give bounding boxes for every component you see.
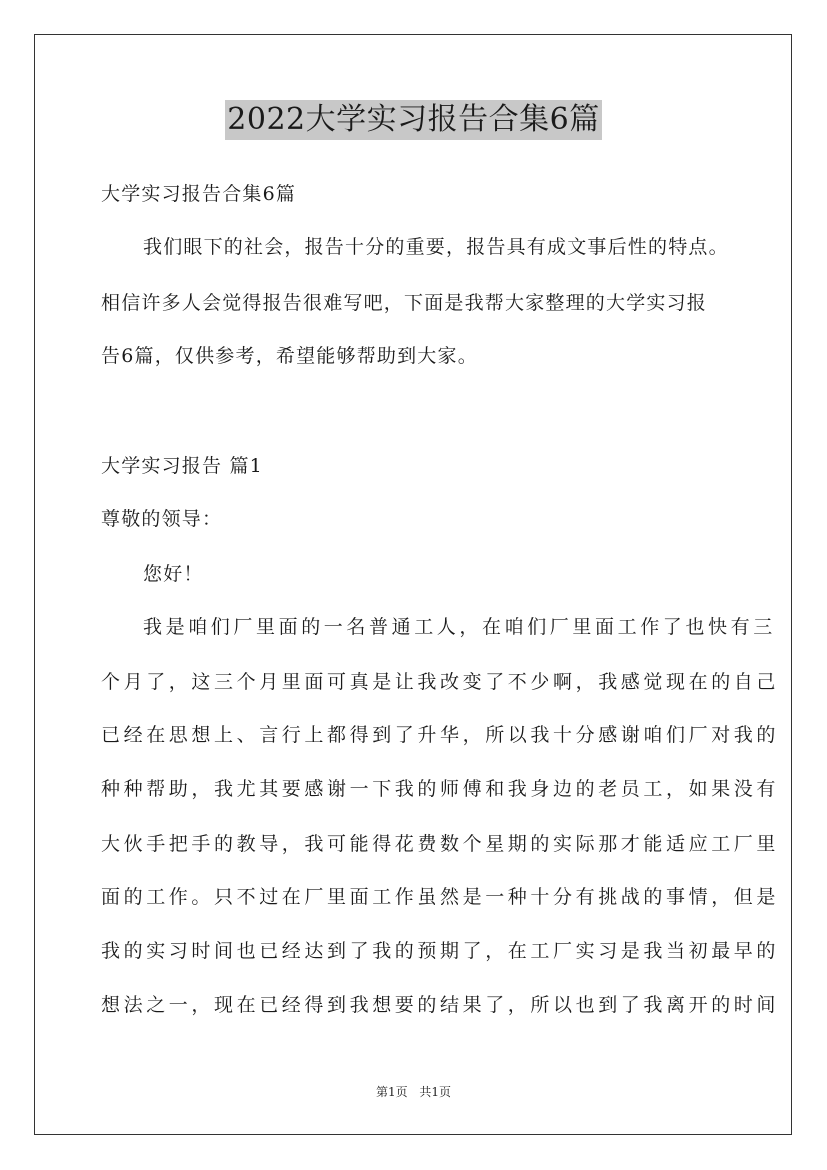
body-line-6: 面的工作。只不过在厂里面工作虽然是一种十分有挑战的事情，但是 <box>101 886 780 908</box>
page-number-current: 第1页 <box>375 1085 408 1099</box>
page-footer <box>0 1084 827 1100</box>
body-line-5: 大伙手把手的教导，我可能得花费数个星期的实际那才能适应工厂里 <box>101 833 780 855</box>
body-line-4: 种种帮助，我尤其要感谢一下我的师傅和我身边的老员工，如果没有 <box>101 778 780 800</box>
body-line-8: 想法之一，现在已经得到我想要的结果了，所以也到了我离开的时间 <box>101 994 780 1016</box>
greeting: 您好！ <box>143 563 204 585</box>
body-line-2: 个月了，这三个月里面可真是让我改变了不少啊，我感觉现在的自己 <box>101 671 780 693</box>
body-line-1: 我是咱们厂里面的一名普通工人，在咱们厂里面工作了也快有三 <box>143 616 776 638</box>
intro-line-1: 我们眼下的社会，报告十分的重要，报告具有成文事后性的特点。 <box>143 236 729 258</box>
body-line-7: 我的实习时间也已经达到了我的预期了，在工厂实习是我当初最早的 <box>101 940 780 962</box>
title-container <box>0 100 827 140</box>
intro-line-2: 相信许多人会觉得报告很难写吧，下面是我帮大家整理的大学实习报 <box>101 292 708 314</box>
document-subtitle: 大学实习报告合集6篇 <box>101 183 297 205</box>
page-number-total: 共1页 <box>419 1085 452 1099</box>
section-heading: 大学实习报告 篇1 <box>101 455 263 477</box>
intro-line-3: 告6篇，仅供参考，希望能够帮助到大家。 <box>101 345 478 367</box>
document-title: 2022大学实习报告合集6篇 <box>225 100 601 140</box>
salutation: 尊敬的领导： <box>101 508 223 530</box>
body-line-3: 已经在思想上、言行上都得到了升华，所以我十分感谢咱们厂对我的 <box>101 724 780 746</box>
